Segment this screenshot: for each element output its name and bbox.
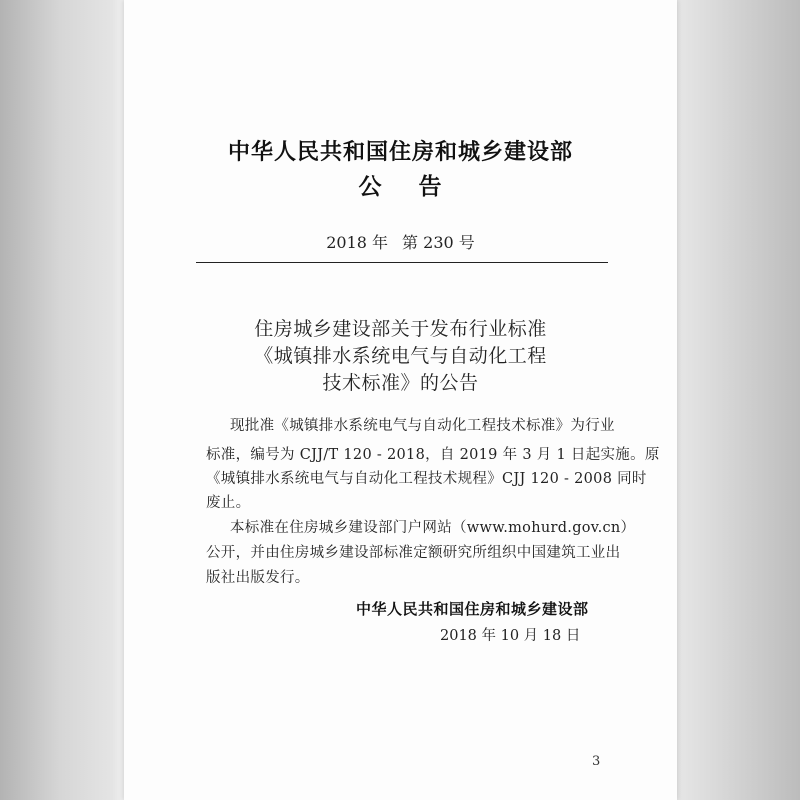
body-paragraph-1-line-2: 标准，编号为 CJJ/T 120 - 2018，自 2019 年 3 月 1 日起实施。原: [206, 447, 660, 463]
notice-heading-char-2: 告: [418, 174, 443, 200]
body-paragraph-2-line-1: 本标准在住房城乡建设部门户网站（www.mohurd.gov.cn）: [230, 520, 636, 536]
signature-organization: 中华人民共和国住房和城乡建设部: [356, 600, 589, 618]
document-page: [124, 0, 677, 800]
announcement-title-line-3: 技术标准》的公告: [322, 372, 479, 394]
signature-date: 2018 年 10 月 18 日: [440, 628, 581, 644]
body-paragraph-1-line-4: 废止。: [206, 495, 251, 511]
body-paragraph-1-line-1: 现批准《城镇排水系统电气与自动化工程技术标准》为行业: [230, 418, 615, 434]
notice-heading-char-1: 公: [358, 174, 383, 200]
body-paragraph-1-line-3: 《城镇排水系统电气与自动化工程技术规程》CJJ 120 - 2008 同时: [206, 471, 647, 487]
notice-serial: 第 230 号: [402, 233, 475, 252]
notice-year: 2018 年: [326, 233, 389, 252]
announcement-title-line-2: 《城镇排水系统电气与自动化工程: [254, 345, 547, 367]
notice-heading: [124, 168, 677, 201]
body-paragraph-2-line-3: 版社出版发行。: [206, 570, 310, 586]
notice-number: [124, 230, 677, 253]
body-paragraph-2-line-2: 公开，并由住房城乡建设部标准定额研究所组织中国建筑工业出: [206, 545, 621, 561]
header-divider: [196, 262, 608, 263]
page-number: 3: [592, 754, 601, 769]
announcement-title-line-1: 住房城乡建设部关于发布行业标准: [254, 318, 547, 340]
issuing-authority-heading: 中华人民共和国住房和城乡建设部: [227, 140, 573, 165]
